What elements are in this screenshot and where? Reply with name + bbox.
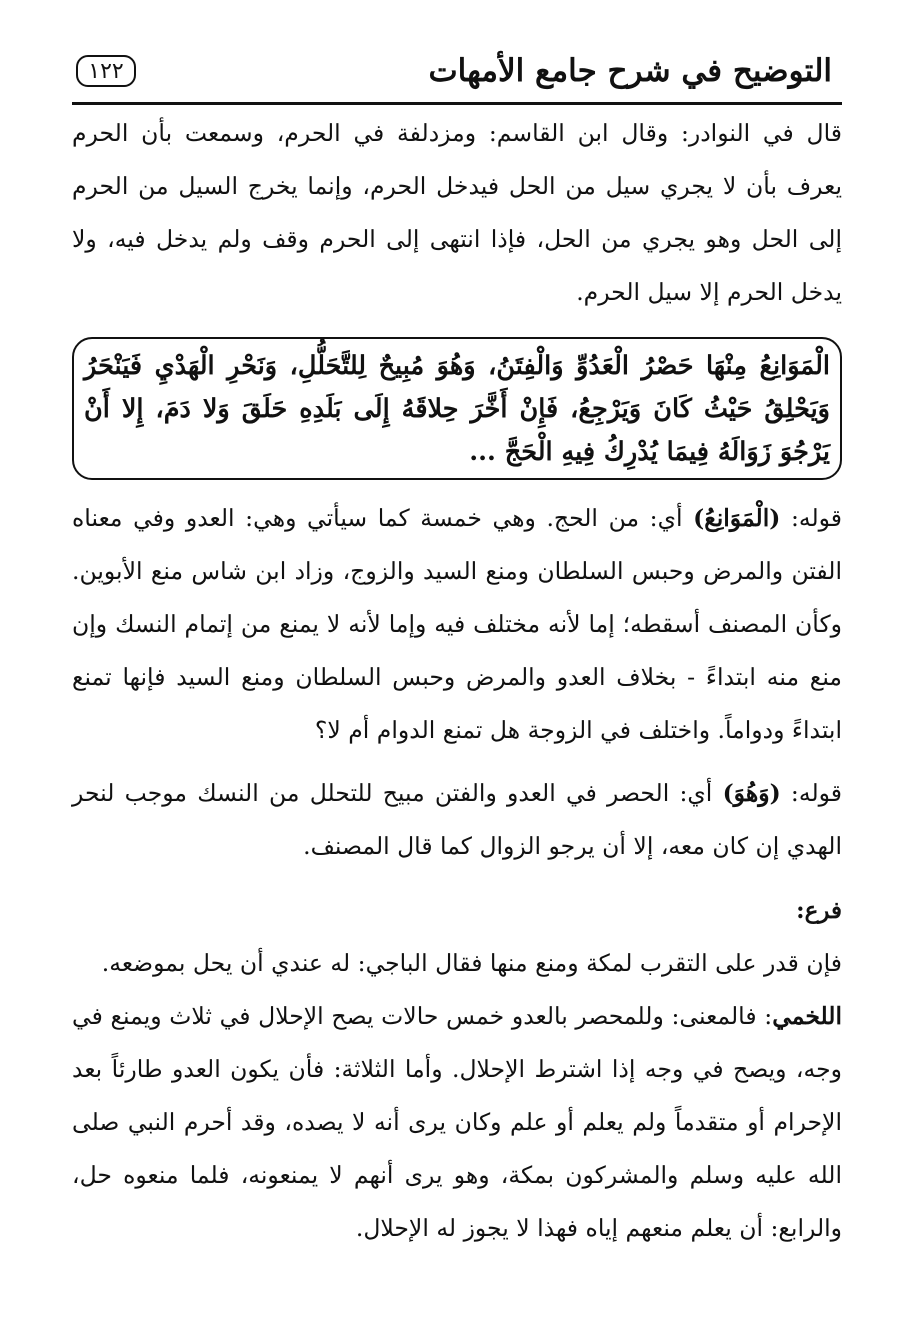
branch-paragraph-2	[72, 990, 842, 1255]
page	[72, 40, 842, 1280]
scholar-name: اللخمي	[772, 1002, 842, 1030]
commentary-prefix: قوله:	[780, 779, 842, 807]
commentary-text: أي: من الحج. وهي خمسة كما سيأتي وهي: العدو وفي معناه الفتن والمرض وحبس السلطان ومنع السيد والزوج، وزاد ابن شاس منع الأبوين. وكأن المصنف أسقطه؛ إما لأنه مختلف فيه وإما لأنه لا يمنع من إتمام النسك وإن منع منه ابتداءً - بخلاف العدو والمرض وحبس السلطان ومنع السيد فإنها تمنع ابتداءً ودواماً. واختلف في الزوجة هل تمنع الدوام أم لا؟	[72, 504, 842, 744]
branch-text: : فالمعنى: وللمحصر بالعدو خمس حالات يصح الإحلال في ثلاث ويمنع في وجه، ويصح في وجه إذا اشترط الإحلال. وأما الثلاثة: فأن يكون العدو طارئاً بعد الإحرام أو متقدماً ولم يعلم أو علم وكان يرى أنه لا يصده، وقد أحرم النبي صلى الله عليه وسلم والمشركون بمكة، وهو يرى أنهم لا يمنعونه، فلما منعوه حل، والرابع: أن يعلم منعهم إياه فهذا لا يجوز له الإحلال.	[72, 1002, 842, 1242]
commentary-paragraph-2	[72, 767, 842, 873]
commentary-prefix: قوله:	[780, 504, 842, 532]
matn-text: الْمَوَانِعُ مِنْهَا حَصْرُ الْعَدُوِّ وَالْفِتَنُ، وَهُوَ مُبِيحٌ لِلتَّحَلُّلِ، وَنَحْرِ الْهَدْيِ فَيَنْحَرُ وَيَحْلِقُ حَيْثُ كَانَ وَيَرْجِعُ، فَإِنْ أَخَّرَ حِلاقَهُ إِلَى بَلَدِهِ حَلَقَ وَلا دَمَ، إِلا أَنْ يَرْجُوَ زَوَالَهُ فِيمَا يُدْرِكُ فِيهِ الْحَجَّ ...	[84, 351, 830, 467]
branch-heading: فرع:	[796, 897, 842, 924]
matn-box	[72, 337, 842, 480]
page-number: ١٢٢	[76, 55, 136, 87]
branch-paragraph-1: فإن قدر على التقرب لمكة ومنع منها فقال الباجي: له عندي أن يحل بموضعه.	[101, 949, 842, 977]
commentary-text: أي: الحصر في العدو والفتن مبيح للتحلل من النسك موجب لنحر الهدي إن كان معه، إلا أن يرجو الزوال كما قال المصنف.	[72, 779, 842, 860]
running-header	[72, 40, 842, 105]
intro-paragraph: قال في النوادر: وقال ابن القاسم: ومزدلفة في الحرم، وسمعت بأن الحرم يعرف بأن لا يجري سيل من الحل فيدخل الحرم، وإنما يخرج السيل من الحرم إلى الحل وهو يجري من الحل، فإذا انتهى إلى الحرم وقف ولم يدخل فيه، ولا يدخل الحرم إلا سيل الحرم.	[72, 119, 842, 306]
commentary-keyword: (وَهُوَ)	[722, 779, 781, 807]
book-title: التوضيح في شرح جامع الأمهات	[428, 53, 832, 89]
commentary-paragraph-1	[72, 492, 842, 757]
commentary-keyword: (الْمَوَانِعُ)	[693, 504, 781, 532]
